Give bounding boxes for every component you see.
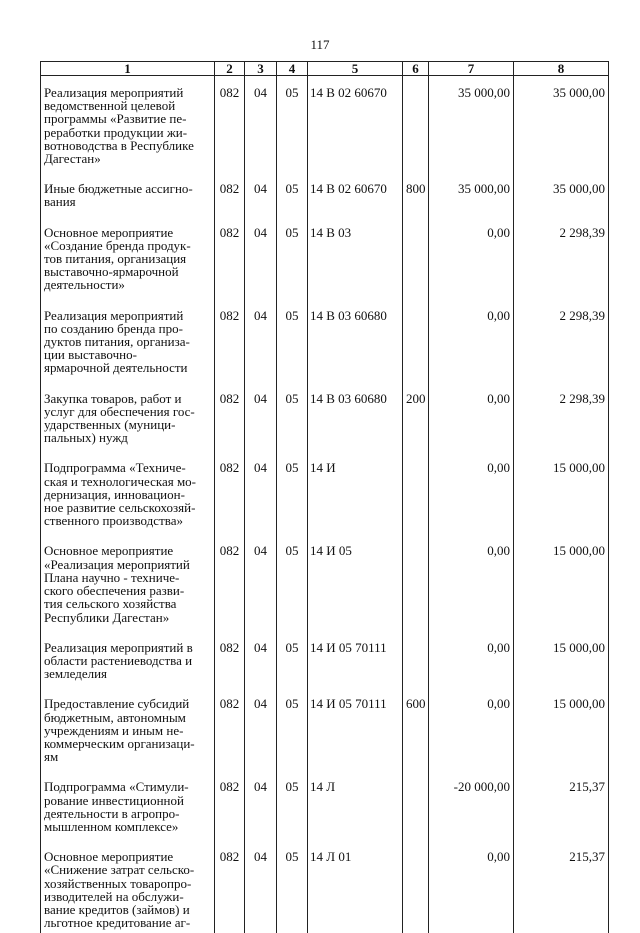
total-amount-cell: 35 000,00 xyxy=(514,172,609,215)
amount-change-cell: 0,00 xyxy=(429,451,514,534)
row-name-line: Предоставление субсидий xyxy=(44,697,211,710)
ministry-code-cell: 082 xyxy=(215,76,245,173)
section-code-cell: 04 xyxy=(245,687,277,770)
subsection-code-cell: 05 xyxy=(277,451,308,534)
row-name-line: ям xyxy=(44,750,211,763)
row-name-line: Плана научно - техниче- xyxy=(44,571,211,584)
amount-change-cell: 0,00 xyxy=(429,299,514,382)
total-amount-cell: 2 298,39 xyxy=(514,216,609,299)
expense-type-cell xyxy=(403,631,429,688)
column-header-5: 5 xyxy=(308,62,403,76)
table-row xyxy=(41,216,609,299)
row-name-cell xyxy=(41,299,215,382)
table-row xyxy=(41,299,609,382)
target-article-cell: 14 В 02 60670 xyxy=(308,172,403,215)
row-name-line: мышленном комплексе» xyxy=(44,820,211,833)
column-header-1: 1 xyxy=(41,62,215,76)
subsection-code-cell: 05 xyxy=(277,840,308,933)
total-amount-cell: 15 000,00 xyxy=(514,534,609,630)
row-name-line: Подпрограмма «Стимули- xyxy=(44,780,211,793)
total-amount-cell: 15 000,00 xyxy=(514,687,609,770)
row-name-cell xyxy=(41,631,215,688)
row-name-cell xyxy=(41,76,215,173)
row-name-line: Основное мероприятие xyxy=(44,226,211,239)
subsection-code-cell: 05 xyxy=(277,770,308,840)
section-code-cell: 04 xyxy=(245,451,277,534)
table-row xyxy=(41,451,609,534)
section-code-cell: 04 xyxy=(245,840,277,933)
ministry-code-cell: 082 xyxy=(215,534,245,630)
subsection-code-cell: 05 xyxy=(277,76,308,173)
target-article-cell: 14 И 05 xyxy=(308,534,403,630)
table-header-row xyxy=(41,62,609,76)
expense-type-cell xyxy=(403,840,429,933)
row-name-line: изводителей на обслужи- xyxy=(44,890,211,903)
ministry-code-cell: 082 xyxy=(215,631,245,688)
amount-change-cell: 35 000,00 xyxy=(429,172,514,215)
amount-change-cell: 0,00 xyxy=(429,382,514,452)
total-amount-cell: 2 298,39 xyxy=(514,299,609,382)
target-article-cell: 14 В 03 60680 xyxy=(308,299,403,382)
row-name-line: Иные бюджетные ассигно- xyxy=(44,182,211,195)
row-name-line: коммерческим организаци- xyxy=(44,737,211,750)
row-name-line: Основное мероприятие xyxy=(44,544,211,557)
subsection-code-cell: 05 xyxy=(277,687,308,770)
section-code-cell: 04 xyxy=(245,534,277,630)
section-code-cell: 04 xyxy=(245,76,277,173)
row-name-line: ярмарочной деятельности xyxy=(44,361,211,374)
section-code-cell: 04 xyxy=(245,631,277,688)
row-name-line: «Реализация мероприятий xyxy=(44,558,211,571)
column-header-2: 2 xyxy=(215,62,245,76)
column-header-6: 6 xyxy=(403,62,429,76)
total-amount-cell: 15 000,00 xyxy=(514,631,609,688)
row-name-line: ударственных (муници- xyxy=(44,418,211,431)
table-row xyxy=(41,770,609,840)
page-number: 117 xyxy=(0,37,640,53)
amount-change-cell: 0,00 xyxy=(429,687,514,770)
target-article-cell: 14 И xyxy=(308,451,403,534)
row-name-cell xyxy=(41,382,215,452)
row-name-line: Реализация мероприятий xyxy=(44,86,211,99)
row-name-line: программы «Развитие пе- xyxy=(44,112,211,125)
row-name-line: Дагестан» xyxy=(44,152,211,165)
section-code-cell: 04 xyxy=(245,216,277,299)
table-row xyxy=(41,687,609,770)
table-row xyxy=(41,840,609,933)
row-name-line: «Создание бренда продук- xyxy=(44,239,211,252)
row-name-line: услуг для обеспечения гос- xyxy=(44,405,211,418)
row-name-line: ственного производства» xyxy=(44,514,211,527)
row-name-line: ская и технологическая мо- xyxy=(44,475,211,488)
row-name-cell xyxy=(41,534,215,630)
row-name-line: Реализация мероприятий xyxy=(44,309,211,322)
row-name-line: «Снижение затрат сельско- xyxy=(44,863,211,876)
row-name-cell xyxy=(41,840,215,933)
ministry-code-cell: 082 xyxy=(215,770,245,840)
amount-change-cell: 0,00 xyxy=(429,534,514,630)
budget-table xyxy=(40,61,609,933)
subsection-code-cell: 05 xyxy=(277,299,308,382)
amount-change-cell: 0,00 xyxy=(429,840,514,933)
expense-type-cell xyxy=(403,451,429,534)
target-article-cell: 14 И 05 70111 xyxy=(308,631,403,688)
row-name-cell xyxy=(41,451,215,534)
subsection-code-cell: 05 xyxy=(277,172,308,215)
row-name-cell xyxy=(41,172,215,215)
ministry-code-cell: 082 xyxy=(215,299,245,382)
subsection-code-cell: 05 xyxy=(277,216,308,299)
ministry-code-cell: 082 xyxy=(215,687,245,770)
target-article-cell: 14 Л 01 xyxy=(308,840,403,933)
expense-type-cell xyxy=(403,770,429,840)
table-row xyxy=(41,172,609,215)
amount-change-cell: 0,00 xyxy=(429,216,514,299)
row-name-line: бюджетным, автономным xyxy=(44,711,211,724)
ministry-code-cell: 082 xyxy=(215,172,245,215)
table-row xyxy=(41,76,609,173)
row-name-line: дернизация, инновацион- xyxy=(44,488,211,501)
row-name-cell xyxy=(41,216,215,299)
row-name-line: льготное кредитование аг- xyxy=(44,916,211,929)
row-name-line: деятельности в агропро- xyxy=(44,807,211,820)
row-name-line: вание кредитов (займов) и xyxy=(44,903,211,916)
row-name-line: вотноводства в Республике xyxy=(44,139,211,152)
subsection-code-cell: 05 xyxy=(277,534,308,630)
total-amount-cell: 215,37 xyxy=(514,840,609,933)
table-body xyxy=(41,76,609,933)
row-name-line: хозяйственных товаропро- xyxy=(44,877,211,890)
ministry-code-cell: 082 xyxy=(215,216,245,299)
row-name-line: земледелия xyxy=(44,667,211,680)
row-name-line: Основное мероприятие xyxy=(44,850,211,863)
total-amount-cell: 35 000,00 xyxy=(514,76,609,173)
column-header-8: 8 xyxy=(514,62,609,76)
row-name-line: ведомственной целевой xyxy=(44,99,211,112)
table-row xyxy=(41,534,609,630)
total-amount-cell: 2 298,39 xyxy=(514,382,609,452)
column-header-3: 3 xyxy=(245,62,277,76)
row-name-line: Республики Дагестан» xyxy=(44,611,211,624)
row-name-cell xyxy=(41,770,215,840)
target-article-cell: 14 В 03 60680 xyxy=(308,382,403,452)
amount-change-cell: 35 000,00 xyxy=(429,76,514,173)
row-name-line: Реализация мероприятий в xyxy=(44,641,211,654)
subsection-code-cell: 05 xyxy=(277,382,308,452)
row-name-line: ции выставочно- xyxy=(44,348,211,361)
row-name-line: деятельности» xyxy=(44,278,211,291)
section-code-cell: 04 xyxy=(245,770,277,840)
target-article-cell: 14 Л xyxy=(308,770,403,840)
row-name-line: рование инвестиционной xyxy=(44,794,211,807)
row-name-line: пальных) нужд xyxy=(44,431,211,444)
row-name-line: реработки продукции жи- xyxy=(44,126,211,139)
ministry-code-cell: 082 xyxy=(215,840,245,933)
row-name-line: учреждениям и иным не- xyxy=(44,724,211,737)
table-row xyxy=(41,631,609,688)
section-code-cell: 04 xyxy=(245,172,277,215)
expense-type-cell: 800 xyxy=(403,172,429,215)
row-name-line: выставочно-ярмарочной xyxy=(44,265,211,278)
section-code-cell: 04 xyxy=(245,299,277,382)
row-name-line: Закупка товаров, работ и xyxy=(44,392,211,405)
expense-type-cell xyxy=(403,216,429,299)
total-amount-cell: 15 000,00 xyxy=(514,451,609,534)
row-name-line: дуктов питания, организа- xyxy=(44,335,211,348)
expense-type-cell xyxy=(403,534,429,630)
row-name-line: тов питания, организация xyxy=(44,252,211,265)
row-name-line: по созданию бренда про- xyxy=(44,322,211,335)
amount-change-cell: -20 000,00 xyxy=(429,770,514,840)
expense-type-cell: 600 xyxy=(403,687,429,770)
row-name-cell xyxy=(41,687,215,770)
amount-change-cell: 0,00 xyxy=(429,631,514,688)
target-article-cell: 14 В 03 xyxy=(308,216,403,299)
ministry-code-cell: 082 xyxy=(215,382,245,452)
expense-type-cell xyxy=(403,76,429,173)
row-name-line: ского обеспечения разви- xyxy=(44,584,211,597)
target-article-cell: 14 И 05 70111 xyxy=(308,687,403,770)
column-header-7: 7 xyxy=(429,62,514,76)
expense-type-cell: 200 xyxy=(403,382,429,452)
ministry-code-cell: 082 xyxy=(215,451,245,534)
total-amount-cell: 215,37 xyxy=(514,770,609,840)
subsection-code-cell: 05 xyxy=(277,631,308,688)
row-name-line: ное развитие сельскохозяй- xyxy=(44,501,211,514)
budget-table-wrapper xyxy=(40,61,608,933)
table-row xyxy=(41,382,609,452)
row-name-line: вания xyxy=(44,195,211,208)
column-header-4: 4 xyxy=(277,62,308,76)
expense-type-cell xyxy=(403,299,429,382)
row-name-line: области растениеводства и xyxy=(44,654,211,667)
section-code-cell: 04 xyxy=(245,382,277,452)
row-name-line: Подпрограмма «Техниче- xyxy=(44,461,211,474)
row-name-line: тия сельского хозяйства xyxy=(44,597,211,610)
target-article-cell: 14 В 02 60670 xyxy=(308,76,403,173)
